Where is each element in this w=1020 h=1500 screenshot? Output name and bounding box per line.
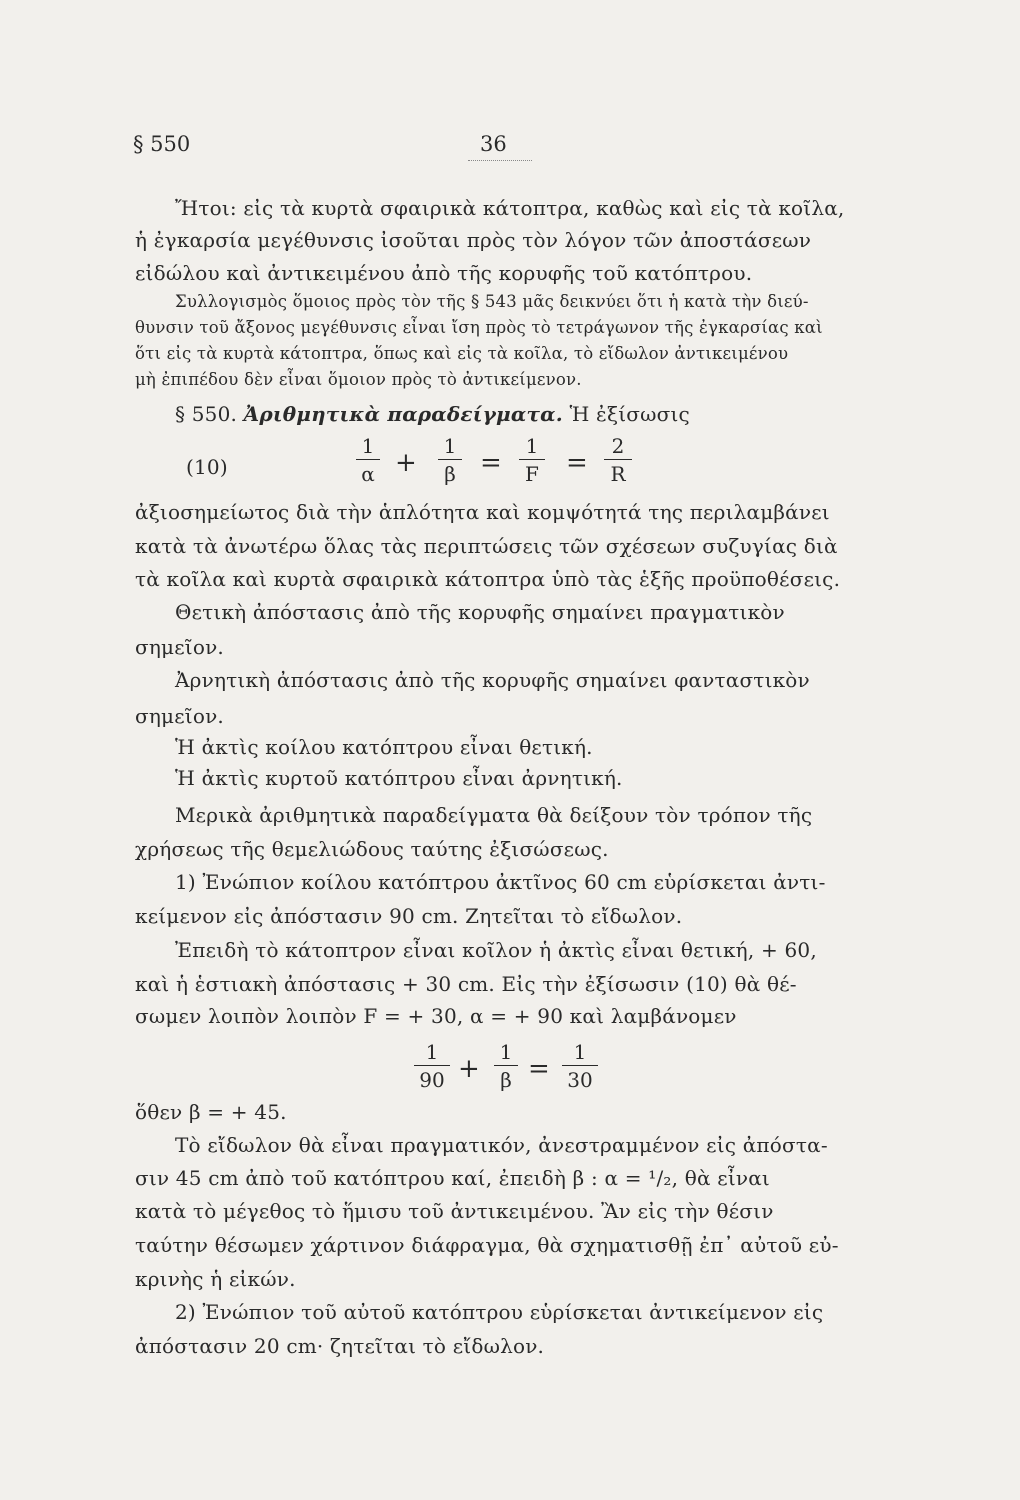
fraction-bar (604, 459, 632, 460)
text-line: Ἡ ἀκτὶς κοίλου κατόπτρου εἶναι θετική. (175, 735, 593, 759)
fraction-1-over-beta (494, 1040, 518, 1092)
text-line: σημεῖον. (135, 704, 224, 728)
small-text-line: ὅτι εἰς τὰ κυρτὰ κάτοπτρα, ὅπως καὶ εἰς τὰ κοῖλα, τὸ εἴδωλον ἀντικειμένου (135, 344, 789, 363)
fraction-bar (562, 1065, 598, 1066)
fraction-1-over-90 (414, 1040, 450, 1092)
text-line: ἀπόστασιν 20 cm· ζητεῖται τὸ εἴδωλον. (135, 1334, 545, 1358)
equation-label: (10) (186, 455, 228, 479)
section-heading (175, 402, 690, 426)
text-line: ἡ ἐγκαρσία μεγέθυνσις ἰσοῦται πρὸς τὸν λόγον τῶν ἀποστάσεων (135, 228, 812, 252)
text-line: Ἐπειδὴ τὸ κάτοπτρον εἶναι κοῖλον ἡ ἀκτὶς εἶναι θετική, + 60, (175, 938, 817, 962)
text-line: 2) Ἐνώπιον τοῦ αὐτοῦ κατόπτρου εὑρίσκεται ἀντικείμενον εἰς (175, 1300, 824, 1324)
numerator: 2 (611, 434, 625, 458)
denominator: α (361, 462, 375, 486)
text-line: εἰδώλου καὶ ἀντικειμένου ἀπὸ τῆς κορυφῆς τοῦ κατόπτρου. (135, 261, 753, 285)
page-number: 36 (480, 132, 507, 156)
denominator: R (610, 462, 626, 486)
text-line: τὰ κοῖλα καὶ κυρτὰ σφαιρικὰ κάτοπτρα ὑπὸ τὰς ἑξῆς προϋποθέσεις. (135, 567, 841, 591)
equals-sign: = (566, 448, 588, 478)
denominator: β (444, 462, 456, 486)
denominator: 90 (419, 1068, 445, 1092)
small-text-line: Συλλογισμὸς ὅμοιος πρὸς τὸν τῆς § 543 μᾶς δεικνύει ὅτι ἡ κατὰ τὴν διεύ- (175, 292, 809, 311)
section-marker: § 550 (133, 132, 191, 156)
denominator: F (525, 462, 539, 486)
text-line: Μερικὰ ἀριθμητικὰ παραδείγματα θὰ δείξουν τὸν τρόπον τῆς (175, 803, 813, 827)
equals-sign: = (528, 1054, 550, 1084)
text-line: ἀξιοσημείωτος διὰ τὴν ἁπλότητα καὶ κομψότητά της περιλαμβάνει (135, 500, 830, 524)
numerator: 1 (425, 1040, 439, 1064)
numerator: 1 (361, 434, 375, 458)
fraction-bar (414, 1065, 450, 1066)
denominator: 30 (567, 1068, 593, 1092)
numerator: 1 (499, 1040, 513, 1064)
text-line: κείμενον εἰς ἀπόστασιν 90 cm. Ζητεῖται τὸ εἴδωλον. (135, 904, 683, 928)
text-line: Τὸ εἴδωλον θὰ εἶναι πραγματικόν, ἀνεστραμμένον εἰς ἀπόστα- (175, 1133, 828, 1157)
text-line: σωμεν λοιπὸν λοιπὸν F = + 30, α = + 90 καὶ λαμβάνομεν (135, 1004, 737, 1028)
text-line: χρήσεως τῆς θεμελιώδους ταύτης ἐξισώσεως. (135, 837, 609, 861)
text-line: σιν 45 cm ἀπὸ τοῦ κατόπτρου καί, ἐπειδὴ β : α = ¹/₂, θὰ εἶναι (135, 1166, 770, 1190)
header-rule (468, 160, 532, 161)
text-line: κατὰ τὰ ἀνωτέρω ὅλας τὰς περιπτώσεις τῶν σχέσεων συζυγίας διὰ (135, 534, 838, 558)
text-line: κατὰ τὸ μέγεθος τὸ ἥμισυ τοῦ ἀντικειμένου. Ἂν εἰς τὴν θέσιν (135, 1199, 774, 1223)
fraction-1-over-alpha (356, 434, 380, 486)
section-title: Ἀριθμητικὰ παραδείγματα. (243, 402, 563, 426)
text-line: Ἤτοι: εἰς τὰ κυρτὰ σφαιρικὰ κάτοπτρα, καθὼς καὶ εἰς τὰ κοῖλα, (175, 196, 845, 220)
text-line: Ἀρνητικὴ ἀπόστασις ἀπὸ τῆς κορυφῆς σημαίνει φανταστικὸν (175, 668, 810, 692)
text-line: Ἡ ἀκτὶς κυρτοῦ κατόπτρου εἶναι ἀρνητική. (175, 766, 623, 790)
small-text-line: μὴ ἐπιπέδου δὲν εἶναι ὅμοιον πρὸς τὸ ἀντικείμενον. (135, 370, 582, 389)
fraction-bar (438, 459, 462, 460)
fraction-bar (494, 1065, 518, 1066)
numerator: 1 (525, 434, 539, 458)
text-line: κρινὴς ἡ εἰκών. (135, 1267, 296, 1291)
text-line: ταύτην θέσωμεν χάρτινον διάφραγμα, θὰ σχηματισθῇ ἐπ᾽ αὐτοῦ εὐ- (135, 1233, 839, 1257)
section-heading-rest: Ἡ ἐξίσωσις (569, 402, 690, 426)
text-line: σημεῖον. (135, 635, 224, 659)
denominator: β (500, 1068, 512, 1092)
numerator: 1 (443, 434, 457, 458)
text-line: καὶ ἡ ἑστιακὴ ἀπόστασις + 30 cm. Εἰς τὴν ἐξίσωσιν (10) θὰ θέ- (135, 972, 797, 996)
plus-sign: + (395, 448, 417, 478)
text-line: Θετικὴ ἀπόστασις ἀπὸ τῆς κορυφῆς σημαίνει πραγματικὸν (175, 600, 785, 624)
fraction-bar (356, 459, 380, 460)
plus-sign: + (458, 1054, 480, 1084)
fraction-1-over-beta (438, 434, 462, 486)
equals-sign: = (480, 448, 502, 478)
text-line: ὅθεν β = + 45. (135, 1100, 287, 1124)
numerator: 1 (573, 1040, 587, 1064)
small-text-line: θυνσιν τοῦ ἄξονος μεγέθυνσις εἶναι ἴση πρὸς τὸ τετράγωνον τῆς ἐγκαρσίας καὶ (135, 318, 823, 337)
text-line: 1) Ἐνώπιον κοίλου κατόπτρου ἀκτῖνος 60 cm εὑρίσκεται ἀντι- (175, 870, 826, 894)
fraction-2-over-R (604, 434, 632, 486)
fraction-bar (519, 459, 545, 460)
fraction-1-over-30 (562, 1040, 598, 1092)
fraction-1-over-F (519, 434, 545, 486)
section-number: § 550. (175, 402, 238, 426)
